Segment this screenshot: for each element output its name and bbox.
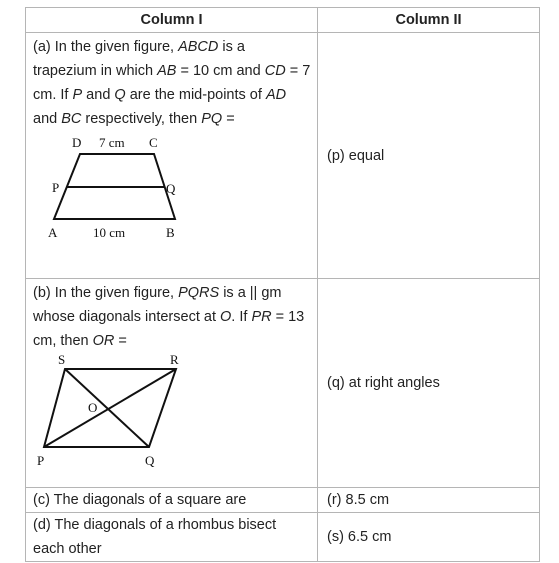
table-row — [26, 279, 540, 488]
label-o: O — [88, 400, 98, 415]
parallelogram-figure — [34, 355, 204, 470]
question-a-text: (a) In the given figure, ABCD is a trapezium in which AB = 10 cm and CD = 7 cm. If P and Q are the mid-points of AD and BC respectively, then PQ = — [33, 39, 311, 127]
table-row — [26, 488, 540, 513]
answer-c-text: (r) 8.5 cm — [327, 492, 390, 508]
table-row — [26, 33, 540, 279]
question-b-text: (b) In the given figure, PQRS is a || gm whose diagonals intersect at O. If PR = 13 cm, then OR = — [33, 285, 305, 349]
label-p: P — [37, 453, 45, 468]
answer-cell-a — [318, 33, 540, 279]
trapezium-figure — [35, 132, 195, 240]
label-a: A — [48, 225, 58, 240]
question-cell-c — [26, 488, 318, 513]
diagonal-sq — [65, 369, 149, 447]
question-cell-a — [26, 33, 318, 279]
label-d: D — [72, 135, 82, 150]
question-c-text: (c) The diagonals of a square are — [33, 492, 247, 508]
label-b: B — [166, 225, 175, 240]
label-r: R — [170, 355, 179, 367]
label-q: Q — [166, 181, 176, 196]
header-row — [26, 8, 540, 33]
answer-cell-d — [318, 513, 540, 562]
question-cell-d — [26, 513, 318, 562]
answer-cell-c — [318, 488, 540, 513]
matching-table — [25, 7, 540, 562]
label-top-length: 7 cm — [99, 135, 125, 150]
question-cell-b — [26, 279, 318, 488]
label-c: C — [149, 135, 158, 150]
diagonal-pr — [44, 369, 176, 447]
table-row — [26, 513, 540, 562]
label-s: S — [58, 355, 66, 367]
answer-a-text: (p) equal — [327, 147, 385, 164]
answer-d-text: (s) 6.5 cm — [327, 529, 392, 545]
answer-cell-b — [318, 279, 540, 488]
answer-b-text: (q) at right angles — [327, 375, 440, 391]
label-p: P — [52, 180, 60, 195]
column-1-header: Column I — [26, 8, 318, 33]
column-2-header: Column II — [318, 8, 540, 33]
label-q: Q — [145, 453, 155, 468]
question-d-text: (d) The diagonals of a rhombus bisect each other — [33, 517, 277, 557]
label-bottom-length: 10 cm — [93, 225, 126, 240]
